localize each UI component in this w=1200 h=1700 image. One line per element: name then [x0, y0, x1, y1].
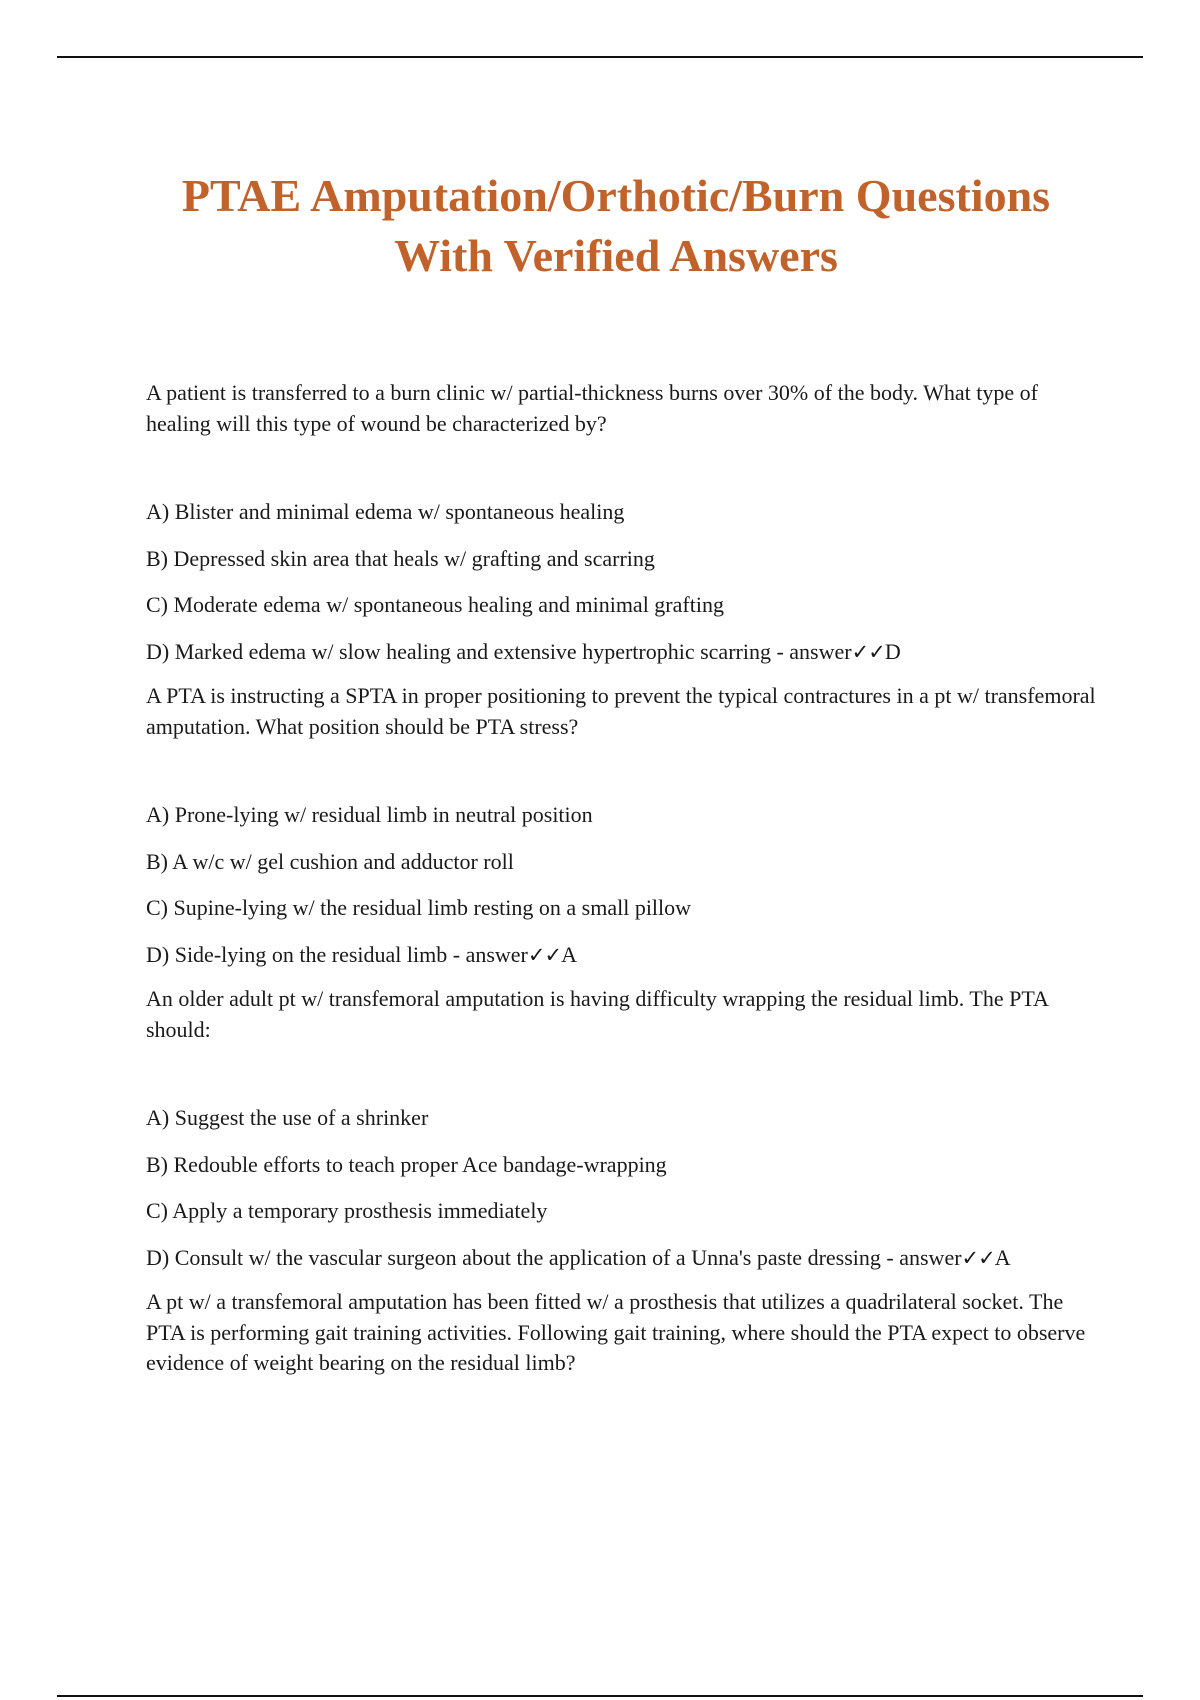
question-1-option-a: A) Blister and minimal edema w/ spontaneous healing — [146, 499, 625, 524]
question-3-option-a: A) Suggest the use of a shrinker — [146, 1105, 429, 1130]
question-1-option-d — [146, 637, 1096, 668]
check-mark-icon: ✓✓ — [961, 1245, 995, 1270]
question-1-answer: D — [884, 638, 901, 664]
answer-label: answer — [899, 1244, 962, 1270]
question-4-text: A pt w/ a transfemoral amputation has been fitted w/ a prosthesis that utilizes a quadrilateral socket. The PTA is performing gait training activities. Following gait training, where should the PTA expect to observe evidence of weight bearing on the residual limb? — [146, 1289, 1086, 1375]
answer-label: answer — [465, 941, 528, 967]
question-2-option-c: C) Supine-lying w/ the residual limb resting on a small pillow — [146, 895, 692, 920]
question-3-text: An older adult pt w/ transfemoral amputation is having difficulty wrapping the residual limb. The PTA should: — [146, 986, 1048, 1042]
question-3-option-d-text: D) Consult w/ the vascular surgeon about the application of a Unna's paste dressing - — [146, 1244, 900, 1270]
check-mark-icon: ✓✓ — [851, 639, 885, 664]
document-title — [60, 166, 1172, 286]
question-1-option-b: B) Depressed skin area that heals w/ grafting and scarring — [146, 545, 655, 571]
question-3-option-b: B) Redouble efforts to teach proper Ace bandage-wrapping — [146, 1151, 667, 1177]
question-3-answer: A — [994, 1244, 1011, 1270]
bottom-rule — [57, 1695, 1143, 1697]
top-rule — [57, 56, 1143, 58]
question-list — [146, 378, 1096, 1379]
question-2-option-a: A) Prone-lying w/ residual limb in neutral position — [146, 802, 593, 827]
question-2-text: A PTA is instructing a SPTA in proper positioning to prevent the typical contractures in a pt w/ transfemoral amputation. What position should be PTA stress? — [146, 683, 1096, 739]
question-1-text: A patient is transferred to a burn clinic w/ partial-thickness burns over 30% of the body. What type of healing will this type of wound be characterized by? — [146, 380, 1038, 436]
question-2-option-d-text: D) Side-lying on the residual limb - — [146, 941, 466, 967]
question-1-option-d-text: D) Marked edema w/ slow healing and extensive hypertrophic scarring - — [146, 638, 790, 664]
check-mark-icon: ✓✓ — [527, 942, 562, 967]
question-2-answer: A — [561, 941, 577, 967]
title-line-2: With Verified Answers — [394, 230, 838, 281]
question-1-option-c: C) Moderate edema w/ spontaneous healing and minimal grafting — [146, 592, 724, 617]
question-2-option-d — [146, 940, 1096, 971]
answer-label: answer — [789, 638, 852, 664]
question-3-option-c: C) Apply a temporary prosthesis immediately — [146, 1198, 548, 1223]
question-2-option-b: B) A w/c w/ gel cushion and adductor roll — [146, 848, 514, 874]
question-3-option-d — [146, 1243, 1096, 1274]
title-line-1: PTAE Amputation/Orthotic/Burn Questions — [181, 170, 1051, 221]
